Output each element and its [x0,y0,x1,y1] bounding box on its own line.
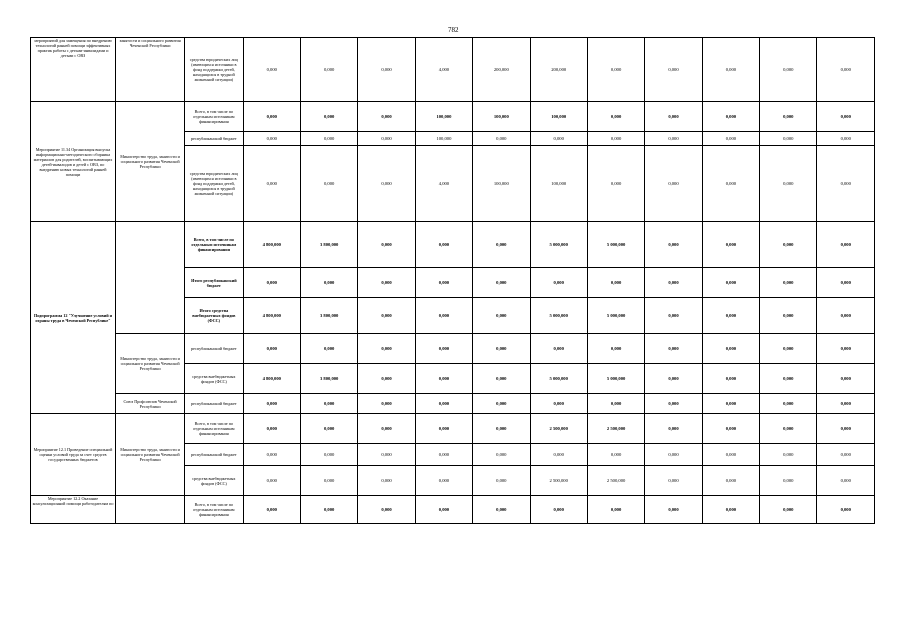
program-name-cell: Мероприятие 12.1 Проведение специальной оценки условий труда за счет средств государственных бюджетов [31,414,116,496]
value-cell: 0,000 [702,496,759,524]
funding-source-cell: Всего, в том числе по отдельным источникам финансирования [185,414,243,444]
value-cell: 0,000 [358,146,415,222]
funding-source-cell: средства внебюджетных фондов (ФСС) [185,364,243,394]
value-cell: 0,000 [587,102,644,132]
value-cell: 0,000 [760,298,817,334]
value-cell: 0,000 [817,444,875,466]
value-cell: 0,000 [645,132,702,146]
value-cell: 0,000 [587,444,644,466]
value-cell: 0,000 [243,146,300,222]
value-cell: 5 000,000 [530,298,587,334]
value-cell: 0,000 [300,146,357,222]
value-cell: 0,000 [358,102,415,132]
value-cell: 0,000 [587,334,644,364]
value-cell: 0,000 [817,146,875,222]
value-cell: 0,000 [587,394,644,414]
value-cell: 0,000 [415,466,472,496]
value-cell: 100,000 [530,146,587,222]
value-cell: 0,000 [300,268,357,298]
value-cell: 0,000 [415,414,472,444]
value-cell: 3 800,000 [300,222,357,268]
value-cell: 0,000 [645,466,702,496]
funding-source-cell: республиканский бюджет [185,444,243,466]
value-cell: 0,000 [760,394,817,414]
value-cell: 4 800,000 [243,364,300,394]
value-cell: 0,000 [243,414,300,444]
value-cell: 0,000 [358,132,415,146]
executor-cell: занятости и социального развития Чеченской Республики [116,38,185,102]
value-cell: 0,000 [300,334,357,364]
value-cell: 0,000 [358,496,415,524]
value-cell: 0,000 [473,444,530,466]
value-cell: 0,000 [817,466,875,496]
value-cell: 0,000 [243,102,300,132]
value-cell: 0,000 [702,444,759,466]
value-cell: 0,000 [587,132,644,146]
value-cell: 0,000 [243,444,300,466]
value-cell: 0,000 [243,394,300,414]
value-cell: 0,000 [645,102,702,132]
executor-cell: Министерство труда, занятости и социального развития Чеченской Республики [116,102,185,222]
value-cell: 0,000 [760,102,817,132]
value-cell: 0,000 [358,414,415,444]
executor-cell [116,496,185,524]
value-cell: 0,000 [587,268,644,298]
value-cell: 0,000 [243,38,300,102]
value-cell: 0,000 [473,394,530,414]
value-cell: 0,000 [645,146,702,222]
value-cell: 0,000 [358,444,415,466]
value-cell: 0,000 [530,132,587,146]
value-cell: 5 000,000 [587,364,644,394]
value-cell: 0,000 [358,466,415,496]
value-cell: 0,000 [702,222,759,268]
value-cell: 0,000 [817,334,875,364]
value-cell: 0,000 [587,496,644,524]
value-cell: 4,000 [415,38,472,102]
value-cell: 0,000 [473,466,530,496]
value-cell: 0,000 [702,146,759,222]
value-cell: 0,000 [415,298,472,334]
value-cell: 0,000 [473,334,530,364]
value-cell: 0,000 [358,334,415,364]
value-cell: 0,000 [415,268,472,298]
executor-cell [116,222,185,334]
value-cell: 0,000 [817,364,875,394]
value-cell: 0,000 [645,298,702,334]
value-cell: 0,000 [702,334,759,364]
program-name-cell: Мероприятие 12.2 Оказание консультационной помощи работодателям по [31,496,116,524]
value-cell: 0,000 [473,298,530,334]
value-cell: 0,000 [760,38,817,102]
value-cell: 200,000 [473,38,530,102]
value-cell: 0,000 [760,268,817,298]
table-row [31,222,875,268]
value-cell: 100,000 [473,102,530,132]
funding-source-cell: средства юридических лиц (имеющихся источники в фонд поддержки детей, находящихся в трудной жизненной ситуации) [185,146,243,222]
value-cell: 0,000 [530,394,587,414]
value-cell: 0,000 [300,444,357,466]
value-cell: 0,000 [760,466,817,496]
value-cell: 0,000 [300,414,357,444]
value-cell: 0,000 [817,102,875,132]
value-cell: 100,000 [530,102,587,132]
value-cell: 0,000 [358,298,415,334]
value-cell: 0,000 [300,394,357,414]
value-cell: 100,000 [473,146,530,222]
table-row [31,496,875,524]
value-cell: 0,000 [243,496,300,524]
value-cell: 0,000 [702,466,759,496]
executor-cell: Министерство труда, занятости и социального развития Чеченской Республики [116,334,185,394]
value-cell: 2 500,000 [530,414,587,444]
value-cell: 0,000 [817,414,875,444]
value-cell: 0,000 [817,394,875,414]
value-cell: 0,000 [702,132,759,146]
value-cell: 5 000,000 [530,364,587,394]
value-cell: 0,000 [473,414,530,444]
value-cell: 0,000 [645,444,702,466]
value-cell: 0,000 [530,444,587,466]
value-cell: 0,000 [817,222,875,268]
table-row [31,394,875,414]
value-cell: 0,000 [358,222,415,268]
value-cell: 0,000 [702,102,759,132]
value-cell: 0,000 [473,364,530,394]
value-cell: 0,000 [243,334,300,364]
value-cell: 2 500,000 [587,466,644,496]
value-cell: 0,000 [415,334,472,364]
value-cell: 0,000 [530,268,587,298]
value-cell: 0,000 [645,268,702,298]
value-cell: 0,000 [415,222,472,268]
value-cell: 0,000 [760,444,817,466]
value-cell: 0,000 [817,132,875,146]
value-cell: 0,000 [358,268,415,298]
value-cell: 0,000 [358,364,415,394]
value-cell: 0,000 [760,496,817,524]
value-cell: 0,000 [817,268,875,298]
table-row [31,414,875,444]
value-cell: 100,000 [415,102,472,132]
table-row [31,334,875,364]
value-cell: 0,000 [415,364,472,394]
value-cell: 0,000 [530,334,587,364]
table-row [31,38,875,102]
program-name-cell: Мероприятие 11.34 Организация выпуска информационно-методического сборника материалов для родителей, воспитывающих детей-инвалидов и детей с ОВЗ, по внедрению новых технологий ранней помощи [31,102,116,222]
funding-source-cell: республиканский бюджет [185,132,243,146]
value-cell: 0,000 [415,394,472,414]
value-cell: 0,000 [473,222,530,268]
value-cell: 0,000 [300,132,357,146]
value-cell: 0,000 [702,38,759,102]
funding-source-cell: Итого республиканский бюджет [185,268,243,298]
value-cell: 4,000 [415,146,472,222]
funding-source-cell: Итого средства внебюджетных фондов (ФСС) [185,298,243,334]
funding-source-cell: Всего, в том числе по отдельным источникам финансирования [185,102,243,132]
value-cell: 0,000 [702,394,759,414]
value-cell: 0,000 [415,496,472,524]
page-number: 782 [448,26,459,34]
value-cell: 0,000 [473,268,530,298]
value-cell: 0,000 [243,466,300,496]
value-cell: 2 500,000 [530,466,587,496]
value-cell: 0,000 [817,298,875,334]
value-cell: 0,000 [645,414,702,444]
value-cell: 0,000 [300,38,357,102]
value-cell: 0,000 [702,414,759,444]
funding-source-cell: средства юридических лиц (имеющихся источники в фонд поддержки детей, находящихся в трудной жизненной ситуации) [185,38,243,102]
value-cell: 2 500,000 [587,414,644,444]
value-cell: 0,000 [300,102,357,132]
value-cell: 0,000 [645,496,702,524]
value-cell: 0,000 [473,132,530,146]
value-cell: 0,000 [587,38,644,102]
value-cell: 0,000 [358,38,415,102]
value-cell: 0,000 [645,334,702,364]
value-cell: 0,000 [243,268,300,298]
value-cell: 0,000 [645,364,702,394]
table-body [31,38,875,524]
value-cell: 0,000 [645,222,702,268]
value-cell: 100,000 [415,132,472,146]
value-cell: 200,000 [530,38,587,102]
program-name-cell: мероприятий для замещения по внедрению технологий ранней помощи эффективных практик работы с детьми-инвалидами и детьми с ОВЗ [31,38,116,102]
value-cell: 0,000 [530,496,587,524]
value-cell: 0,000 [760,414,817,444]
funding-source-cell: республиканский бюджет [185,394,243,414]
funding-source-cell: Всего, в том числе по отдельным источникам финансирования [185,222,243,268]
value-cell: 0,000 [760,334,817,364]
value-cell: 0,000 [645,394,702,414]
value-cell: 0,000 [243,132,300,146]
value-cell: 0,000 [473,496,530,524]
value-cell: 0,000 [760,146,817,222]
value-cell: 0,000 [702,268,759,298]
funding-source-cell: средства внебюджетных фондов (ФСС) [185,466,243,496]
value-cell: 0,000 [817,38,875,102]
value-cell: 5 000,000 [530,222,587,268]
funding-source-cell: Всего, в том числе по отдельным источникам финансирования [185,496,243,524]
value-cell: 3 800,000 [300,364,357,394]
value-cell: 4 800,000 [243,298,300,334]
value-cell: 0,000 [760,222,817,268]
value-cell: 0,000 [587,146,644,222]
value-cell: 3 800,000 [300,298,357,334]
value-cell: 5 000,000 [587,298,644,334]
executor-cell: Министерство труда, занятости и социального развития Чеченской Республики [116,414,185,496]
value-cell: 0,000 [300,496,357,524]
value-cell: 0,000 [702,298,759,334]
table-row [31,102,875,132]
value-cell: 0,000 [358,394,415,414]
value-cell: 0,000 [760,132,817,146]
funding-source-cell: республиканский бюджет [185,334,243,364]
executor-cell: Союз Профсоюзов Чеченской Республики [116,394,185,414]
value-cell: 0,000 [702,364,759,394]
value-cell: 0,000 [817,496,875,524]
value-cell: 5 000,000 [587,222,644,268]
value-cell: 0,000 [760,364,817,394]
value-cell: 0,000 [645,38,702,102]
budget-table [30,37,875,524]
subprogram-name-cell: Подпрограмма 12 "Улучшение условий и охраны труда в Чеченской Республике" [31,222,116,414]
value-cell: 0,000 [415,444,472,466]
value-cell: 4 800,000 [243,222,300,268]
value-cell: 0,000 [300,466,357,496]
